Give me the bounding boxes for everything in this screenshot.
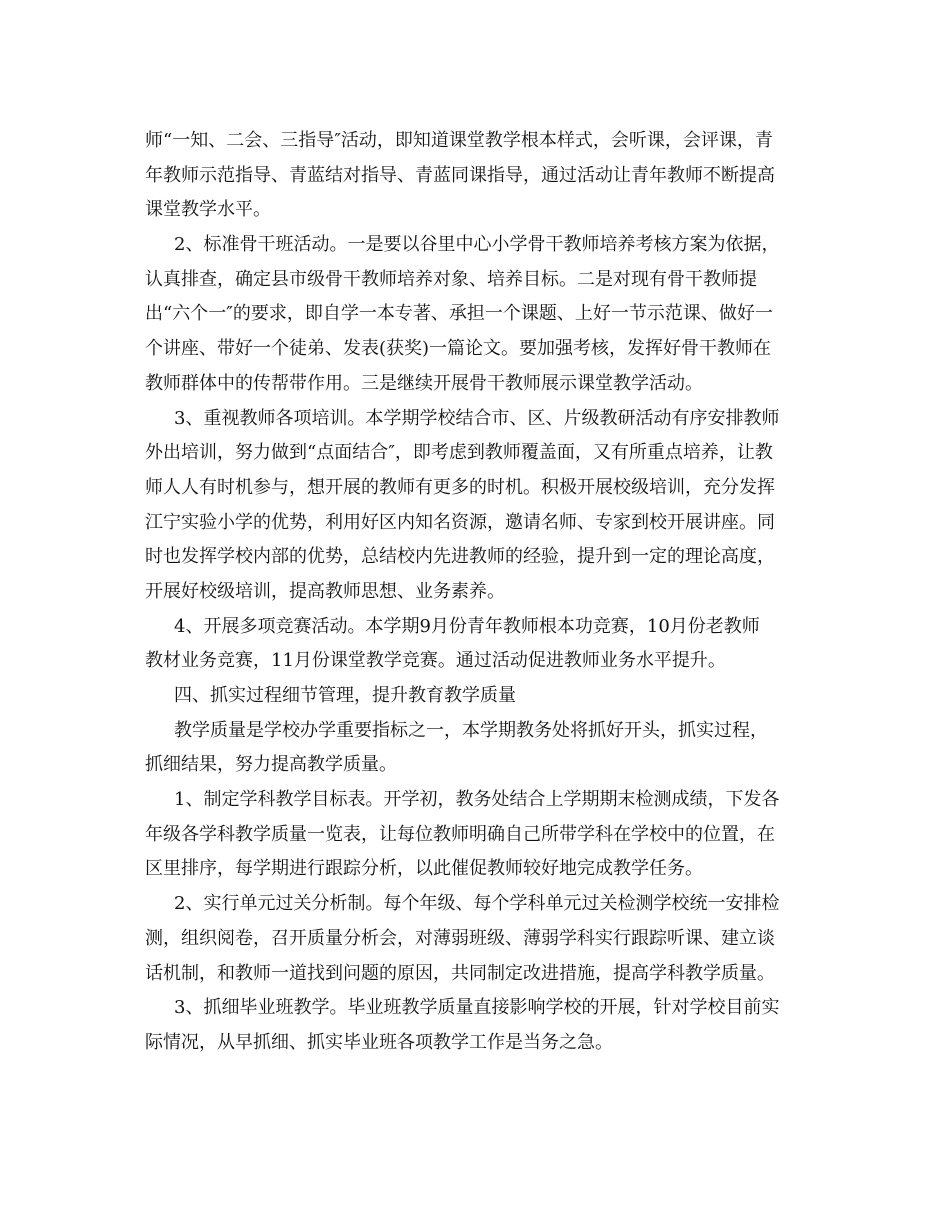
section-heading: 四、抓实过程细节管理，提升教育教学质量 bbox=[174, 685, 516, 706]
text-line: 教学质量是学校办学重要指标之一，本学期教务处将抓好开头，抓实过程， bbox=[174, 719, 768, 741]
text-line: 外出培训，努力做到“点面结合″，即考虑到教师覆盖面，又有所重点培养，让教 bbox=[145, 442, 773, 464]
text-line: 师“一知、二会、三指导″活动，即知道课堂教学根本样式，会听课，会评课，青 bbox=[145, 130, 773, 151]
text-line: 测，组织阅卷，召开质量分析会，对薄弱班级、薄弱学科实行跟踪听课、建立谈 bbox=[145, 927, 775, 949]
text-line: 教师群体中的传帮带作用。三是继续开展骨干教师展示课堂教学活动。 bbox=[145, 372, 703, 394]
text-line: 师人人有时机参与，想开展的教师有更多的时机。积极开展校级培训，充分发挥 bbox=[145, 476, 775, 498]
text-line: 4、开展多项竞赛活动。本学期9月份青年教师根本功竞赛，10月份老教师 bbox=[174, 615, 760, 637]
text-line: 抓细结果，努力提高教学质量。 bbox=[145, 754, 397, 776]
text-line: 3、重视教师各项培训。本学期学校结合市、区、片级教研活动有序安排教师 bbox=[174, 407, 780, 429]
text-line: 年教师示范指导、青蓝结对指导、青蓝同课指导，通过活动让青年教师不断提高 bbox=[145, 164, 775, 186]
text-line: 际情况，从早抓细、抓实毕业班各项教学工作是当务之急。 bbox=[145, 1031, 613, 1053]
text-line: 时也发挥学校内部的优势，总结校内先进教师的经验，提升到一定的理论高度， bbox=[145, 546, 775, 568]
document-body bbox=[145, 124, 805, 1061]
text-line: 江宁实验小学的优势，利用好区内知名资源，邀请名师、专家到校开展讲座。同 bbox=[145, 511, 775, 533]
text-line: 2、标准骨干班活动。一是要以谷里中心小学骨干教师培养考核方案为依据， bbox=[174, 234, 780, 256]
text-line: 课堂教学水平。 bbox=[145, 199, 271, 221]
text-line: 年级各学科教学质量一览表，让每位教师明确自己所带学科在学校中的位置，在 bbox=[145, 823, 775, 845]
text-line: 话机制，和教师一道找到问题的原因，共同制定改进措施，提高学科教学质量。 bbox=[145, 962, 775, 984]
text-line: 3、抓细毕业班教学。毕业班教学质量直接影响学校的开展，针对学校目前实 bbox=[174, 997, 780, 1019]
text-line: 开展好校级培训，提高教师思想、业务素养。 bbox=[145, 580, 505, 602]
text-line: 教材业务竞赛，11月份课堂教学竞赛。通过活动促进教师业务水平提升。 bbox=[145, 650, 726, 672]
text-line: 1、制定学科教学目标表。开学初，教务处结合上学期期末检测成绩，下发各 bbox=[174, 789, 780, 811]
text-line: 个讲座、带好一个徒弟、发表(获奖)一篇论文。要加强考核，发挥好骨干教师在 bbox=[145, 338, 772, 360]
text-line: 2、实行单元过关分析制。每个年级、每个学科单元过关检测学校统一安排检 bbox=[174, 893, 780, 915]
text-line: 认真排查，确定县市级骨干教师培养对象、培养目标。二是对现有骨干教师提 bbox=[145, 268, 757, 290]
text-line: 出“六个一″的要求，即自学一本专著、承担一个课题、上好一节示范课、做好一 bbox=[145, 303, 773, 325]
text-line: 区里排序，每学期进行跟踪分析，以此催促教师较好地完成教学任务。 bbox=[145, 858, 703, 880]
